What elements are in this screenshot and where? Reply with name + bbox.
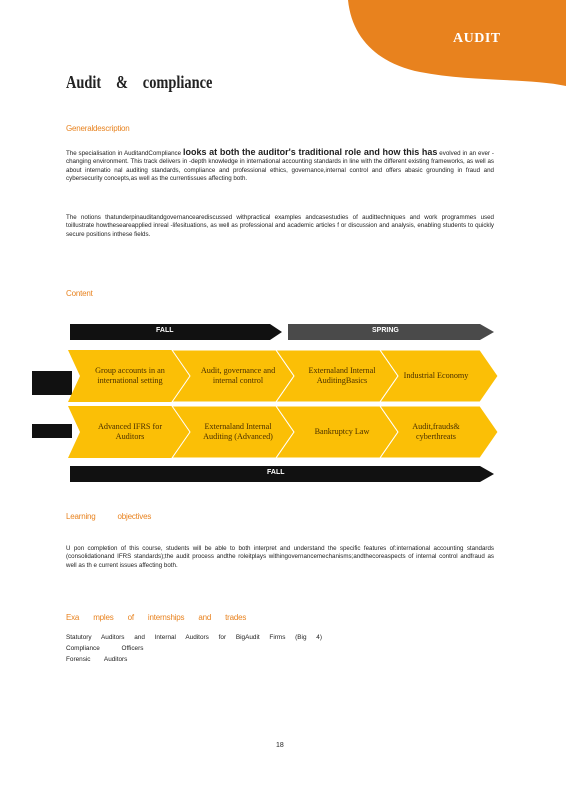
course-advanced-ifrs: Advanced IFRS for Auditors bbox=[97, 422, 163, 441]
para1-rest: evolved in an ever -changing environment. This track delivers in -depth knowledge in international accounting standards in line with the different existing frameworks, as well as about internatio nal auditing standards, compliance and professional ethics, governance,internal control and offers abasic grounding in fraud and cybersecurity concepts,as well as the currentissues affecting both. bbox=[66, 150, 494, 182]
para1-highlight: looks at both the auditor's traditional role and how this has bbox=[182, 147, 438, 157]
general-description-paragraph-2: The notions thatunderpinauditandgovernancearediscussed withpractical examples andcasestudies of audittechniques and work programmes used toillustrate howtheseareapplied inreal -lifesituations, as well as professional and academic articles f or discussion and analysis, enabling students to quickly secure positions inthese fields. bbox=[66, 214, 494, 238]
top-timeline bbox=[70, 320, 498, 344]
course-external-internal-advanced: Externaland Internal Auditing (Advanced) bbox=[203, 422, 273, 441]
course-industrial-economy: Industrial Economy bbox=[403, 371, 469, 380]
course-audit-governance: Audit, governance and internal control bbox=[200, 366, 276, 385]
fall-arrow bbox=[70, 324, 282, 340]
content-heading: Content bbox=[66, 289, 93, 298]
course-audit-frauds: Audit,frauds& cyberthreats bbox=[412, 422, 460, 441]
course-group-accounts: Group accounts in an international setting bbox=[95, 366, 165, 385]
section-tag: AUDIT bbox=[453, 31, 501, 46]
internships-heading: Exa mples of internships and trades bbox=[66, 613, 247, 622]
row2-marker bbox=[32, 424, 72, 438]
fall-label: FALL bbox=[156, 327, 174, 334]
internship-item: Forensic Auditors bbox=[66, 656, 128, 663]
internship-item: Compliance Officers bbox=[66, 645, 144, 652]
page-title: Audit & compliance bbox=[66, 72, 213, 92]
bottom-fall-label: FALL bbox=[267, 469, 285, 476]
general-description-heading: Generaldescription bbox=[66, 124, 130, 133]
course-bankruptcy-law: Bankruptcy Law bbox=[314, 427, 370, 436]
general-description-paragraph-1 bbox=[66, 148, 494, 183]
internship-item: Statutory Auditors and Internal Auditors for BigAudit Firms (Big 4) bbox=[66, 634, 322, 641]
course-external-internal-basics: Externaland Internal AuditingBasics bbox=[308, 366, 376, 385]
page-number: 18 bbox=[276, 742, 284, 749]
para1-lead: The specialisation in AuditandCompliance bbox=[66, 150, 183, 157]
learning-objectives-paragraph: U pon completion of this course, students will be able to both interpret and understand the specific features of:international accounting standards (consolidationand IFRS standards);the audit process andthe roleitplays withingovernancemechanisms;andthecoreaspects of internal control andfraud as well as th e current issues affecting both. bbox=[66, 545, 494, 569]
row1-marker bbox=[32, 371, 72, 395]
learning-objectives-heading: Learning objectives bbox=[66, 512, 152, 521]
spring-label: SPRING bbox=[372, 327, 399, 334]
